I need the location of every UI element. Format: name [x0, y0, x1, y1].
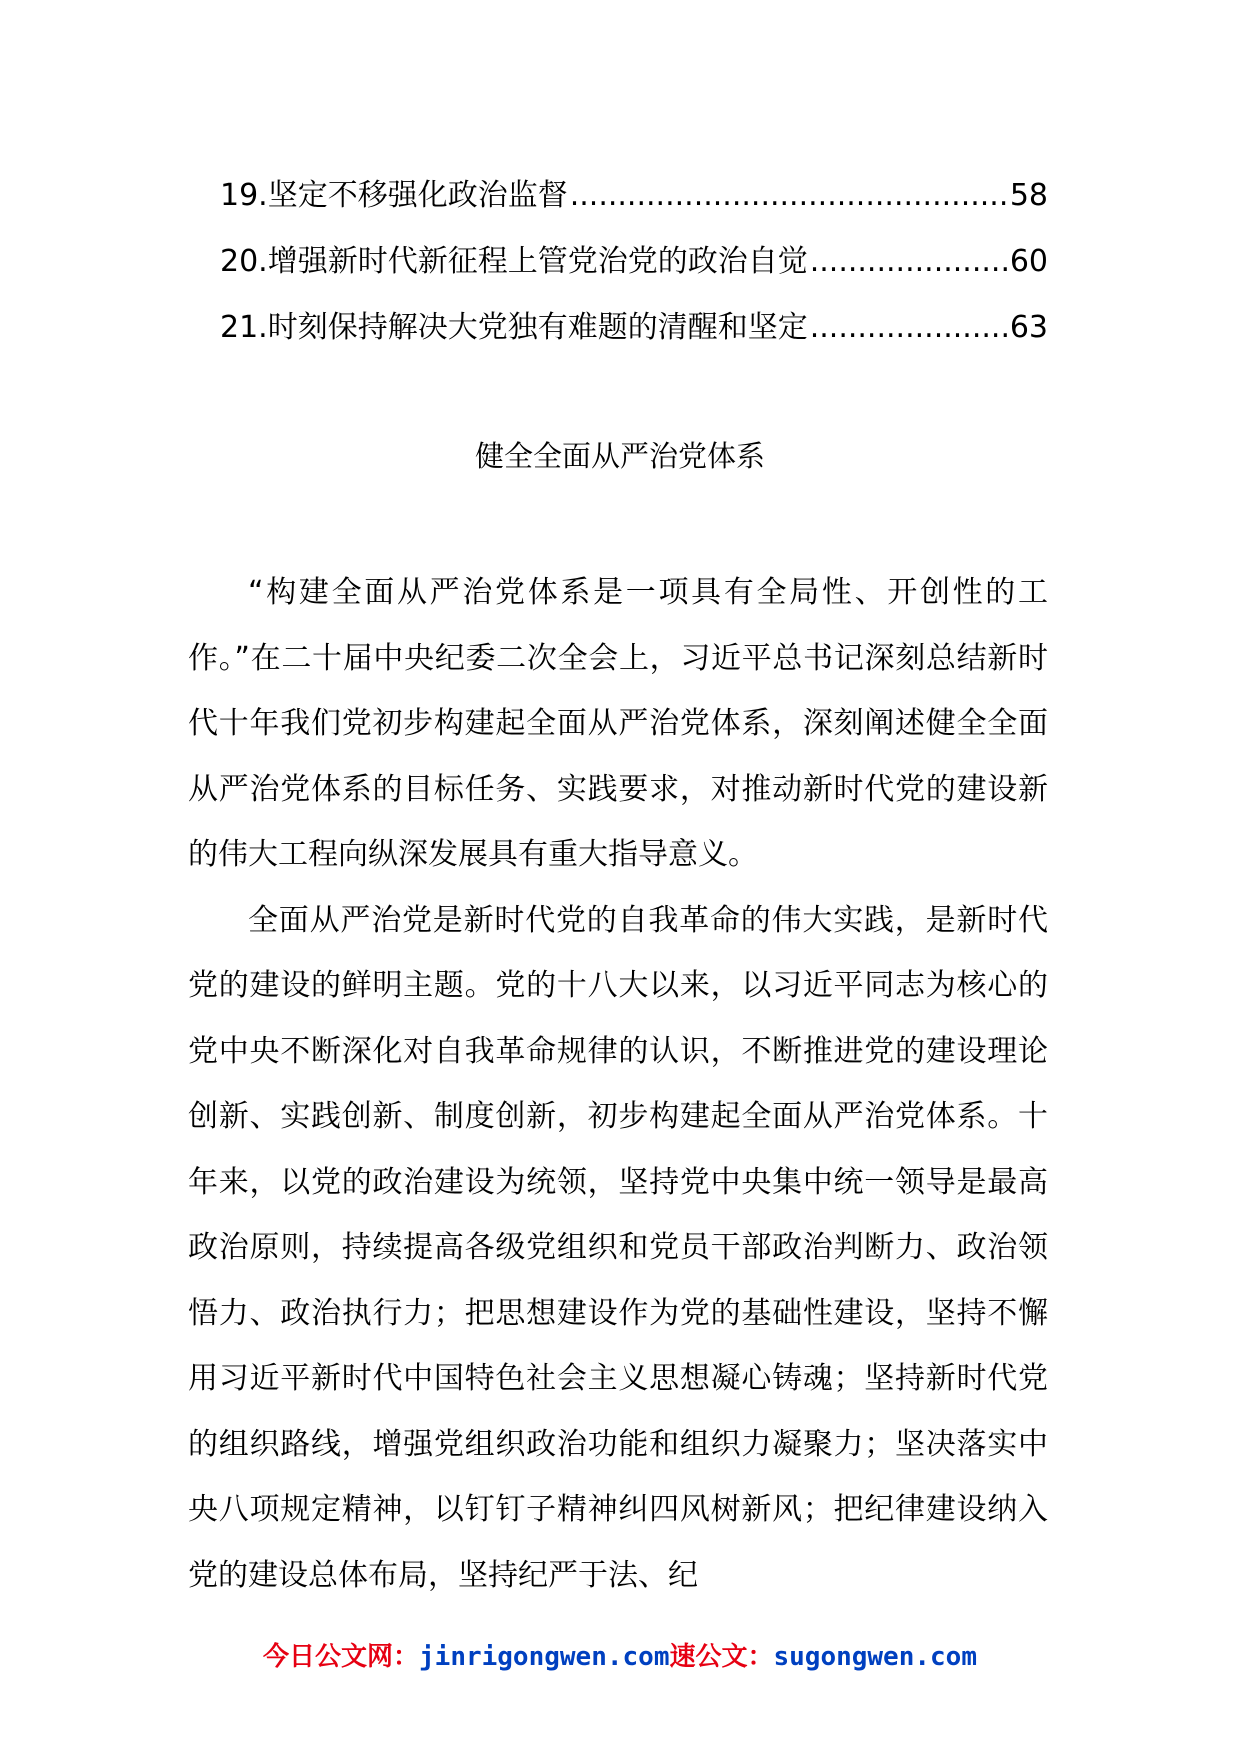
toc-entry-page: 60 — [1009, 244, 1048, 279]
table-of-contents — [220, 170, 1048, 368]
article-heading: 健全全面从严治党体系 — [474, 439, 765, 473]
toc-leader-dots — [570, 178, 1008, 213]
toc-entry-title: 21.时刻保持解决大党独有难题的清醒和坚定 — [220, 310, 808, 345]
paragraph: “构建全面从严治党体系是一项具有全局性、开创性的工作。”在二十届中央纪委二次全会上，习近平总书记深刻总结新时代十年我们党初步构建起全面从严治党体系，深刻阐述健全全面从严治党体系的目标任务、实践要求，对推动新时代党的建设新的伟大工程向纵深发展具有重大指导意义。 — [188, 575, 1048, 872]
toc-entry-title: 19.坚定不移强化政治监督 — [220, 178, 568, 213]
footer-site1-name: 今日公文网： — [263, 1642, 420, 1672]
toc-entry[interactable] — [220, 236, 1048, 302]
toc-leader-dots — [810, 310, 1008, 345]
toc-entry-title: 20.增强新时代新征程上管党治党的政治自觉 — [220, 244, 808, 279]
toc-entry[interactable] — [220, 170, 1048, 236]
article-body — [188, 560, 1048, 1608]
toc-entry-page: 63 — [1009, 310, 1048, 345]
paragraph: 全面从严治党是新时代党的自我革命的伟大实践，是新时代党的建设的鲜明主题。党的十八大以来，以习近平同志为核心的党中央不断深化对自我革命规律的认识，不断推进党的建设理论创新、实践创新、制度创新，初步构建起全面从严治党体系。十年来，以党的政治建设为统领，坚持党中央集中统一领导是最高政治原则，持续提高各级党组织和党员干部政治判断力、政治领悟力、政治执行力；把思想建设作为党的基础性建设，坚持不懈用习近平新时代中国特色社会主义思想凝心铸魂；坚持新时代党的组织路线，增强党组织政治功能和组织力凝聚力；坚决落实中央八项规定精神，以钉钉子精神纠四风树新风；把纪律建设纳入党的建设总体布局，坚持纪严于法、纪 — [188, 902, 1048, 1593]
footer-site1-link[interactable]: jinrigongwen.com — [419, 1642, 670, 1672]
toc-leader-dots — [810, 244, 1008, 279]
watermark-footer — [0, 1636, 1240, 1673]
toc-entry[interactable] — [220, 302, 1048, 368]
footer-site2-name: 速公文： — [669, 1642, 774, 1672]
footer-site2-link[interactable]: sugongwen.com — [773, 1642, 977, 1672]
toc-entry-page: 58 — [1009, 178, 1048, 213]
